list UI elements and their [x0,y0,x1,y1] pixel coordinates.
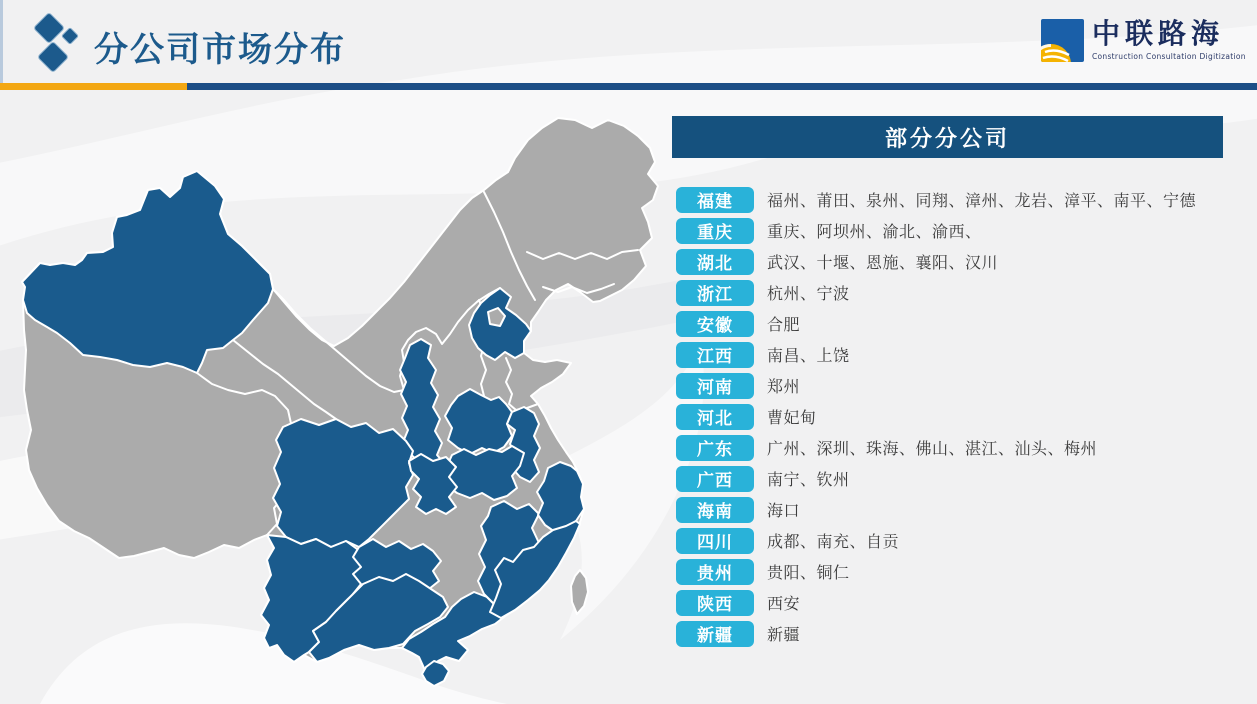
cities-text: 重庆、阿坝州、渝北、渝西、 [767,222,982,241]
province-tag: 浙江 [676,280,754,306]
branch-row [676,277,1254,308]
panel-title-bar [672,116,1223,158]
logo-name: 中联路海 [1092,17,1225,50]
left-edge-strip [0,0,3,83]
province-tag: 江西 [676,342,754,368]
province-tag: 广西 [676,466,754,492]
page-title: 分公司市场分布 [94,30,346,70]
branch-row [676,525,1254,556]
province-tag: 四川 [676,528,754,554]
branch-row [676,432,1254,463]
province-tag: 新疆 [676,621,754,647]
branch-row [676,401,1254,432]
branch-row [676,463,1254,494]
cities-text: 南昌、上饶 [767,346,850,365]
logo-subtitle: Construction Consultation Digitization [1092,52,1246,61]
cities-text: 海口 [767,501,801,520]
province-tag: 陕西 [676,590,754,616]
branch-row [676,556,1254,587]
cities-text: 武汉、十堰、恩施、襄阳、汉川 [767,253,999,272]
cities-text: 杭州、宁波 [767,284,850,303]
branch-list [676,184,1254,649]
cities-text: 合肥 [767,315,801,334]
cities-text: 成都、南充、自贡 [767,532,900,551]
branch-row [676,308,1254,339]
company-logo [1041,19,1246,62]
province-tag: 重庆 [676,218,754,244]
province-tag: 贵州 [676,559,754,585]
separator-yellow [0,83,187,90]
cities-text: 西安 [767,594,801,613]
logo-text [1092,19,1246,61]
province-tag: 福建 [676,187,754,213]
cities-text: 新疆 [767,625,801,644]
title-diamond-icon [24,4,84,78]
cities-text: 福州、莆田、泉州、同翔、漳州、龙岩、漳平、南平、宁德 [767,191,1197,210]
cities-text: 贵阳、铜仁 [767,563,850,582]
branch-row [676,246,1254,277]
province-tag: 安徽 [676,311,754,337]
cities-text: 郑州 [767,377,801,396]
header-separator [0,83,1257,90]
branch-row [676,587,1254,618]
province-tag: 湖北 [676,249,754,275]
branch-row [676,339,1254,370]
cities-text: 南宁、钦州 [767,470,850,489]
separator-blue [187,83,1257,90]
province-tag: 河北 [676,404,754,430]
branch-row [676,184,1254,215]
province-tag: 河南 [676,373,754,399]
province-chongqing [409,454,457,514]
province-tag: 广东 [676,435,754,461]
branch-row [676,618,1254,649]
province-henan [445,389,512,454]
branch-row [676,494,1254,525]
cities-text: 曹妃甸 [767,408,817,427]
cities-text: 广州、深圳、珠海、佛山、湛江、汕头、梅州 [767,439,1098,458]
branch-row [676,370,1254,401]
panel-title: 部分分公司 [884,126,1010,152]
branch-row [676,215,1254,246]
logo-mark-icon [1041,19,1084,62]
province-tag: 海南 [676,497,754,523]
